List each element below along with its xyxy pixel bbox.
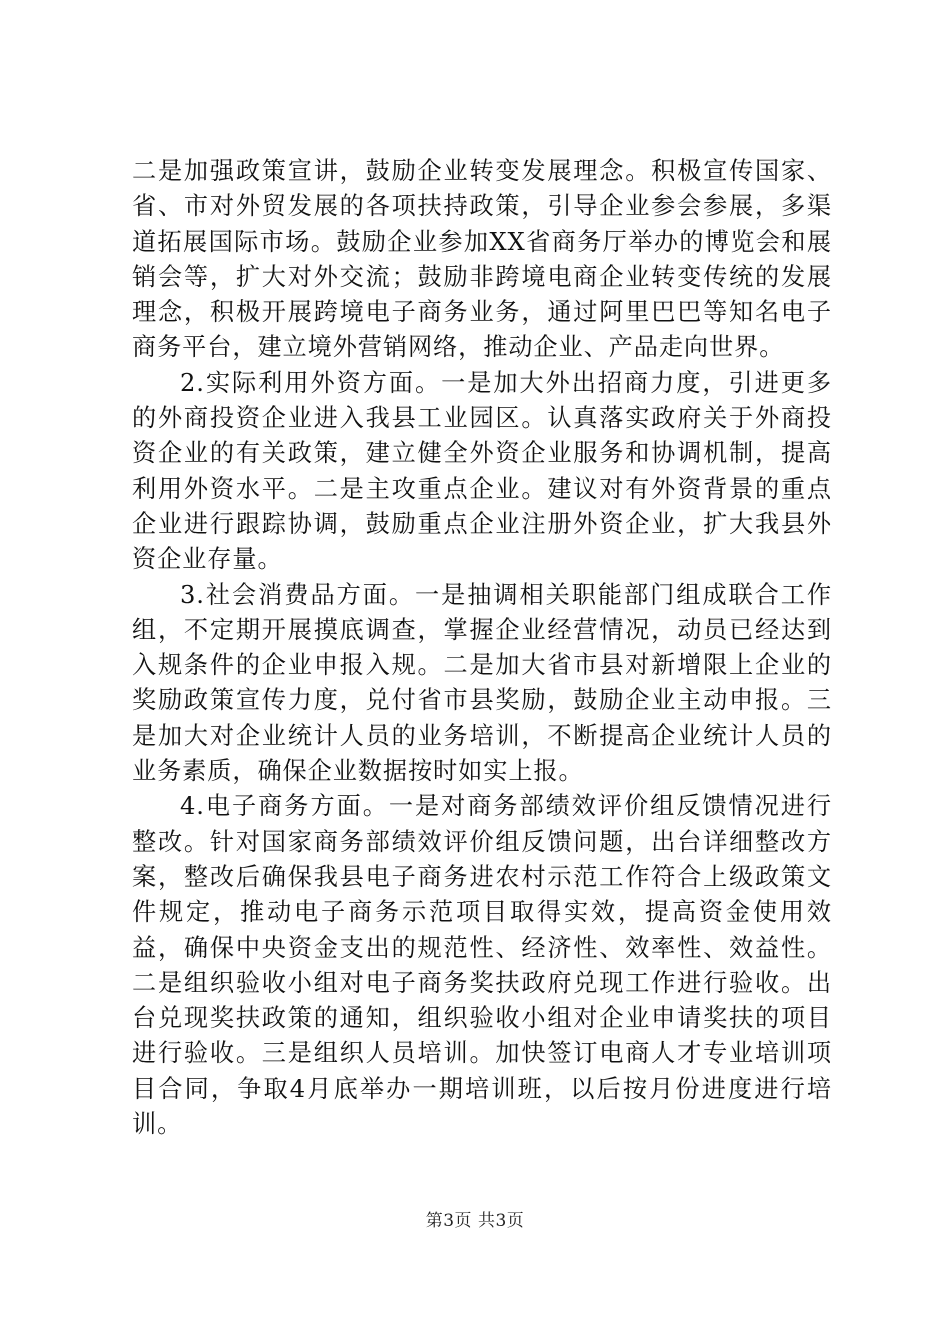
document-body — [132, 154, 832, 1142]
paragraph-trade-policy: 二是加强政策宣讲，鼓励企业转变发展理念。积极宣传国家、省、市对外贸发展的各项扶持政策，引导企业参会参展，多渠道拓展国际市场。鼓励企业参加XX省商务厅举办的博览会和展销会等，扩大对外交流；鼓励非跨境电商企业转变传统的发展理念，积极开展跨境电子商务业务，通过阿里巴巴等知名电子商务平台，建立境外营销网络，推动企业、产品走向世界。 — [132, 157, 832, 362]
paragraph-foreign-investment: 2.实际利用外资方面。一是加大外出招商力度，引进更多的外商投资企业进入我县工业园区。认真落实政府关于外商投资企业的有关政策，建立健全外资企业服务和协调机制，提高利用外资水平。二是主攻重点企业。建议对有外资背景的重点企业进行跟踪协调，鼓励重点企业注册外资企业，扩大我县外资企业存量。 — [132, 368, 832, 574]
page-footer — [0, 1210, 950, 1232]
paragraph-consumer-goods: 3.社会消费品方面。一是抽调相关职能部门组成联合工作组，不定期开展摸底调查，掌握企业经营情况，动员已经达到入规条件的企业申报入规。二是加大省市县对新增限上企业的奖励政策宣传力度，兑付省市县奖励，鼓励企业主动申报。三是加大对企业统计人员的业务培训，不断提高企业统计人员的业务素质，确保企业数据按时如实上报。 — [132, 580, 832, 786]
paragraph-ecommerce: 4.电子商务方面。一是对商务部绩效评价组反馈情况进行整改。针对国家商务部绩效评价组反馈问题，出台详细整改方案，整改后确保我县电子商务进农村示范工作符合上级政策文件规定，推动电子商务示范项目取得实效，提高资金使用效益，确保中央资金支出的规范性、经济性、效率性、效益性。二是组织验收小组对电子商务奖扶政府兑现工作进行验收。出台兑现奖扶政策的通知，组织验收小组对企业申请奖扶的项目进行验收。三是组织人员培训。加快签订电商人才专业培训项目合同，争取4月底举办一期培训班，以后按月份进度进行培训。 — [132, 792, 832, 1139]
page-number-label: 第3页 共3页 — [425, 1211, 525, 1231]
